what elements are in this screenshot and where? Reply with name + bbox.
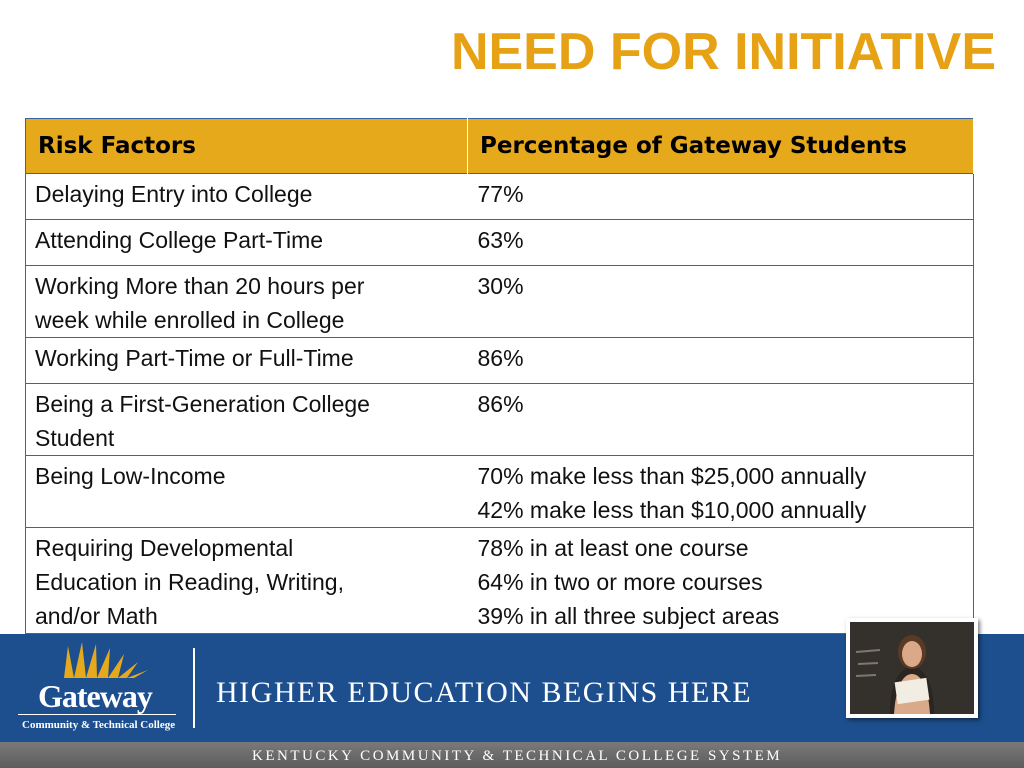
table-row [26, 456, 974, 528]
risk-factor-cell [26, 266, 468, 338]
logo-divider [193, 648, 195, 728]
risk-factors-table [25, 118, 974, 634]
risk-factor-text: Attending College Part-Time [35, 227, 324, 253]
percentage-text: 78% in at least one course [477, 535, 749, 561]
header-percentage: Percentage of Gateway Students [468, 119, 974, 174]
tagline: HIGHER EDUCATION BEGINS HERE [216, 676, 753, 709]
percentage-cell [468, 220, 974, 266]
percentage-text: 39% in all three subject areas [477, 603, 780, 629]
table-row [26, 266, 974, 338]
percentage-cell [468, 174, 974, 220]
slide-title: NEED FOR INITIATIVE [450, 23, 996, 81]
percentage-text: 30% [477, 273, 524, 299]
risk-factor-text: week while enrolled in College [35, 307, 345, 333]
risk-factor-cell [26, 174, 468, 220]
percentage-text: 86% [477, 391, 524, 417]
risk-factor-text: Working More than 20 hours per [35, 273, 365, 299]
percentage-text: 64% in two or more courses [477, 569, 763, 595]
percentage-cell [468, 456, 974, 528]
risk-factor-cell [26, 220, 468, 266]
graduate-photo-illustration [850, 622, 974, 714]
risk-factor-text: Education in Reading, Writing, [35, 569, 344, 595]
table-header-row [26, 119, 974, 174]
table-row [26, 174, 974, 220]
table-row [26, 384, 974, 456]
percentage-text: 77% [477, 181, 524, 207]
logo-subtitle: Community & Technical College [22, 719, 176, 731]
table-row [26, 338, 974, 384]
risk-factor-text: Requiring Developmental [35, 535, 294, 561]
table-row [26, 528, 974, 634]
system-name: KENTUCKY COMMUNITY & TECHNICAL COLLEGE SYSTEM [252, 748, 783, 764]
percentage-text: 86% [477, 345, 524, 371]
table-row [26, 220, 974, 266]
risk-factor-text: Being a First-Generation College [35, 391, 370, 417]
graduate-photo [846, 618, 978, 718]
risk-factor-text: Student [35, 425, 115, 451]
percentage-cell [468, 266, 974, 338]
risk-factor-cell [26, 338, 468, 384]
percentage-text: 63% [477, 227, 524, 253]
table-body [26, 174, 974, 634]
percentage-cell [468, 338, 974, 384]
risk-factor-cell [26, 384, 468, 456]
risk-factor-cell [26, 456, 468, 528]
percentage-text: 42% make less than $10,000 annually [477, 497, 867, 523]
logo-wordmark: Gateway [38, 678, 152, 714]
risk-factor-text: and/or Math [35, 603, 158, 629]
header-risk-factors: Risk Factors [26, 119, 468, 174]
risk-factor-text: Being Low-Income [35, 463, 226, 489]
percentage-cell [468, 384, 974, 456]
percentage-text: 70% make less than $25,000 annually [477, 463, 867, 489]
risk-factor-text: Delaying Entry into College [35, 181, 313, 207]
risk-factor-text: Working Part-Time or Full-Time [35, 345, 354, 371]
risk-factor-cell [26, 528, 468, 634]
